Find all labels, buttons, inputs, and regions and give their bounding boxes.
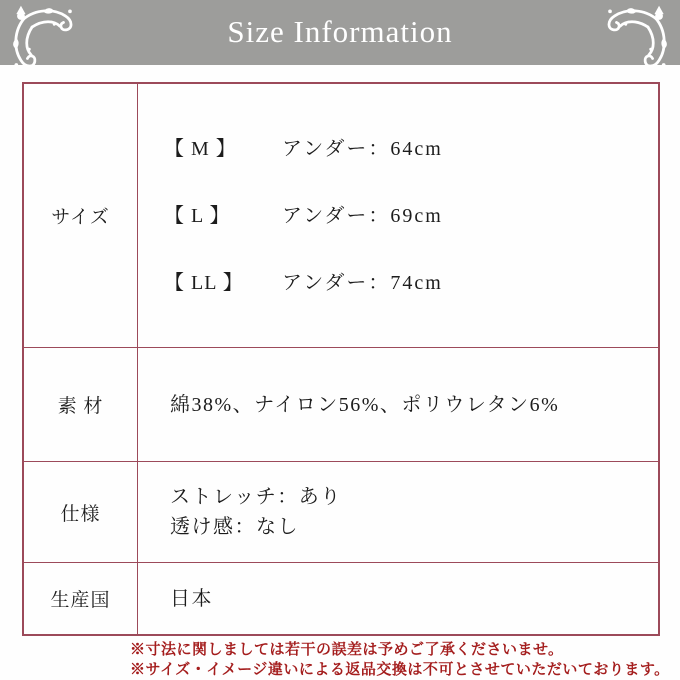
page-title: Size Information	[227, 14, 453, 49]
row-value-spec	[138, 462, 658, 563]
material-text: 綿38%、ナイロン56%、ポリウレタン6%	[170, 393, 560, 416]
spec-sheerness-text: 透け感：なし	[170, 516, 299, 538]
size-entry	[164, 269, 658, 297]
row-value-size	[138, 84, 658, 348]
size-entry	[164, 135, 658, 163]
floral-corner-flourish-icon	[7, 3, 83, 77]
disclaimer-line-returns: ※サイズ・イメージ違いによる返品交換は不可とさせていただいております。	[130, 662, 670, 678]
size-measurement: アンダー：69cm	[282, 204, 443, 227]
size-token: 【 M 】	[164, 137, 237, 160]
row-label-size: サイズ	[24, 84, 138, 348]
size-token: 【 LL 】	[164, 271, 244, 294]
row-value-country	[138, 563, 658, 634]
row-label-material: 素 材	[24, 348, 138, 462]
row-label-spec: 仕様	[24, 462, 138, 563]
size-entry	[164, 202, 658, 230]
size-info-table	[22, 82, 660, 636]
header-banner	[0, 0, 680, 65]
row-label-country: 生産国	[24, 563, 138, 634]
size-token: 【 L 】	[164, 204, 231, 227]
disclaimer-line-tolerance: ※寸法に関しましては若干の誤差は予めご了承くださいませ。	[130, 642, 564, 658]
disclaimer-notes	[130, 640, 670, 680]
floral-corner-flourish-icon	[597, 3, 673, 77]
size-measurement: アンダー：74cm	[282, 271, 443, 294]
country-text: 日本	[170, 587, 213, 610]
row-value-material	[138, 348, 658, 462]
spec-stretch-text: ストレッチ：あり	[170, 486, 342, 508]
size-measurement: アンダー：64cm	[282, 137, 443, 160]
